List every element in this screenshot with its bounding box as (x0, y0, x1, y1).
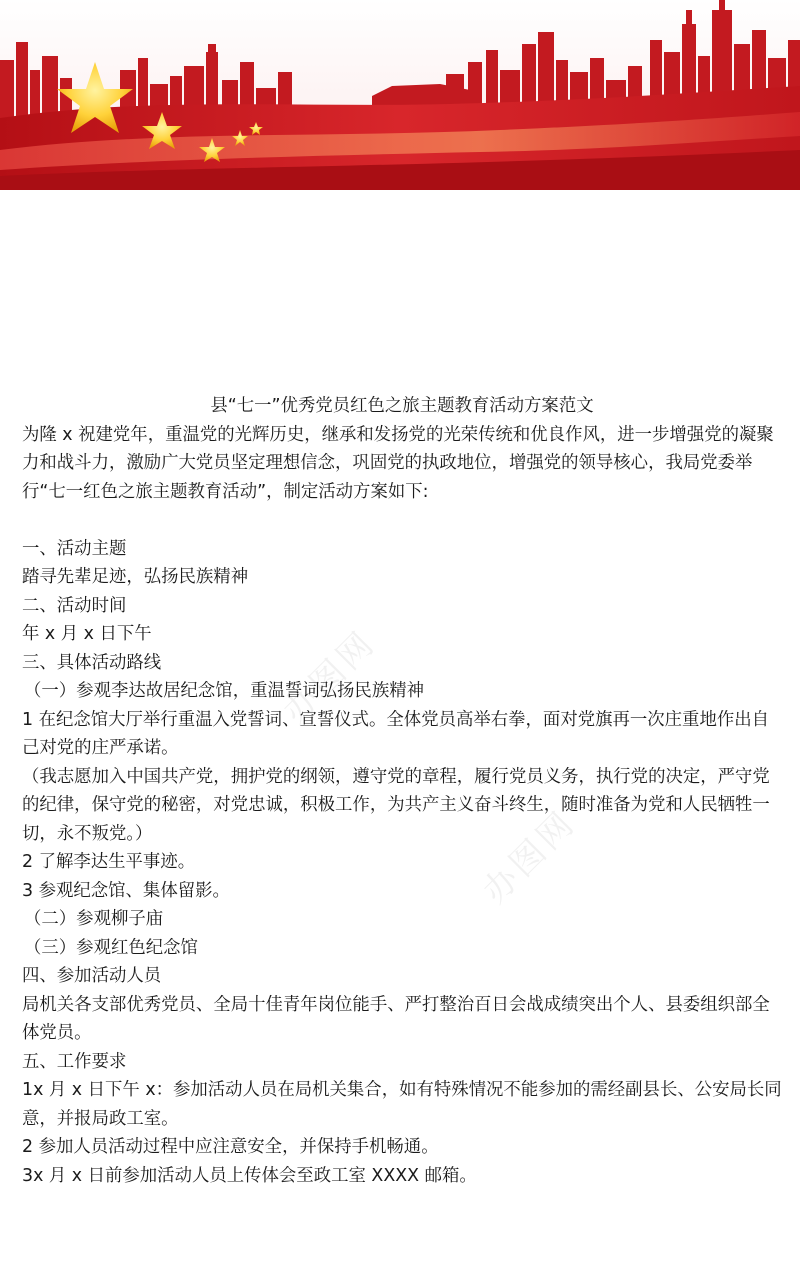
route-step: 2 了解李达生平事迹。 (22, 852, 196, 872)
watermark: 办图网 (475, 802, 584, 912)
section-heading: 五、工作要求 (22, 1051, 127, 1072)
section-heading: 二、活动时间 (22, 595, 127, 616)
section-text: 局机关各支部优秀党员、全局十佳青年岗位能手、严打整治百日会战成绩突出个人、县委组织部全体党员。 (22, 994, 770, 1043)
skyline-banner-graphic (0, 0, 800, 190)
oath-text: （我志愿加入中国共产党，拥护党的纲领，遵守党的章程，履行党员义务，执行党的决定，严守党的纪律，保守党的秘密，对党忠诚，积极工作，为共产主义奋斗终生，随时准备为党和人民牺牲一切，永不叛党。） (22, 766, 770, 844)
route-step: 3 参观纪念馆、集体留影。 (22, 880, 230, 901)
watermark: 办图网 (275, 622, 384, 732)
route-item: （三）参观红色纪念馆 (24, 937, 198, 958)
document-title: 县“七一”优秀党员红色之旅主题教育活动方案范文 (210, 396, 594, 416)
header-banner (0, 0, 800, 190)
section-heading: 一、活动主题 (22, 538, 127, 559)
route-item: （一）参观李达故居纪念馆，重温誓词弘扬民族精神 (24, 681, 424, 701)
section-text: 年 x 月 x 日下午 (22, 624, 152, 644)
section-text: 踏寻先辈足迹，弘扬民族精神 (22, 567, 249, 587)
section-heading: 四、参加活动人员 (22, 966, 162, 986)
route-item: （二）参观柳子庙 (24, 909, 164, 929)
requirement-item: 3x 月 x 日前参加活动人员上传体会至政工室 XXXX 邮箱。 (22, 1165, 477, 1186)
intro-paragraph: 为隆 x 祝建党年，重温党的光辉历史，继承和发扬党的光荣传统和优良作风，进一步增强党的凝聚力和战斗力，激励广大党员坚定理想信念，巩固党的执政地位，增强党的领导核心，我局党委举行“七一红色之旅主题教育活动”，制定活动方案如下: (22, 424, 774, 502)
section-heading: 三、具体活动路线 (22, 652, 162, 673)
blank-line (22, 506, 782, 535)
requirement-item: 1x 月 x 日下午 x：参加活动人员在局机关集合，如有特殊情况不能参加的需经副县长、公安局长同意，并报局政工室。 (22, 1080, 782, 1129)
document-body (22, 392, 782, 1190)
requirement-item: 2 参加人员活动过程中应注意安全，并保持手机畅通。 (22, 1137, 439, 1157)
route-step: 1 在纪念馆大厅举行重温入党誓词、宣誓仪式。全体党员高举右拳，面对党旗再一次庄重地作出自己对党的庄严承诺。 (22, 709, 770, 758)
